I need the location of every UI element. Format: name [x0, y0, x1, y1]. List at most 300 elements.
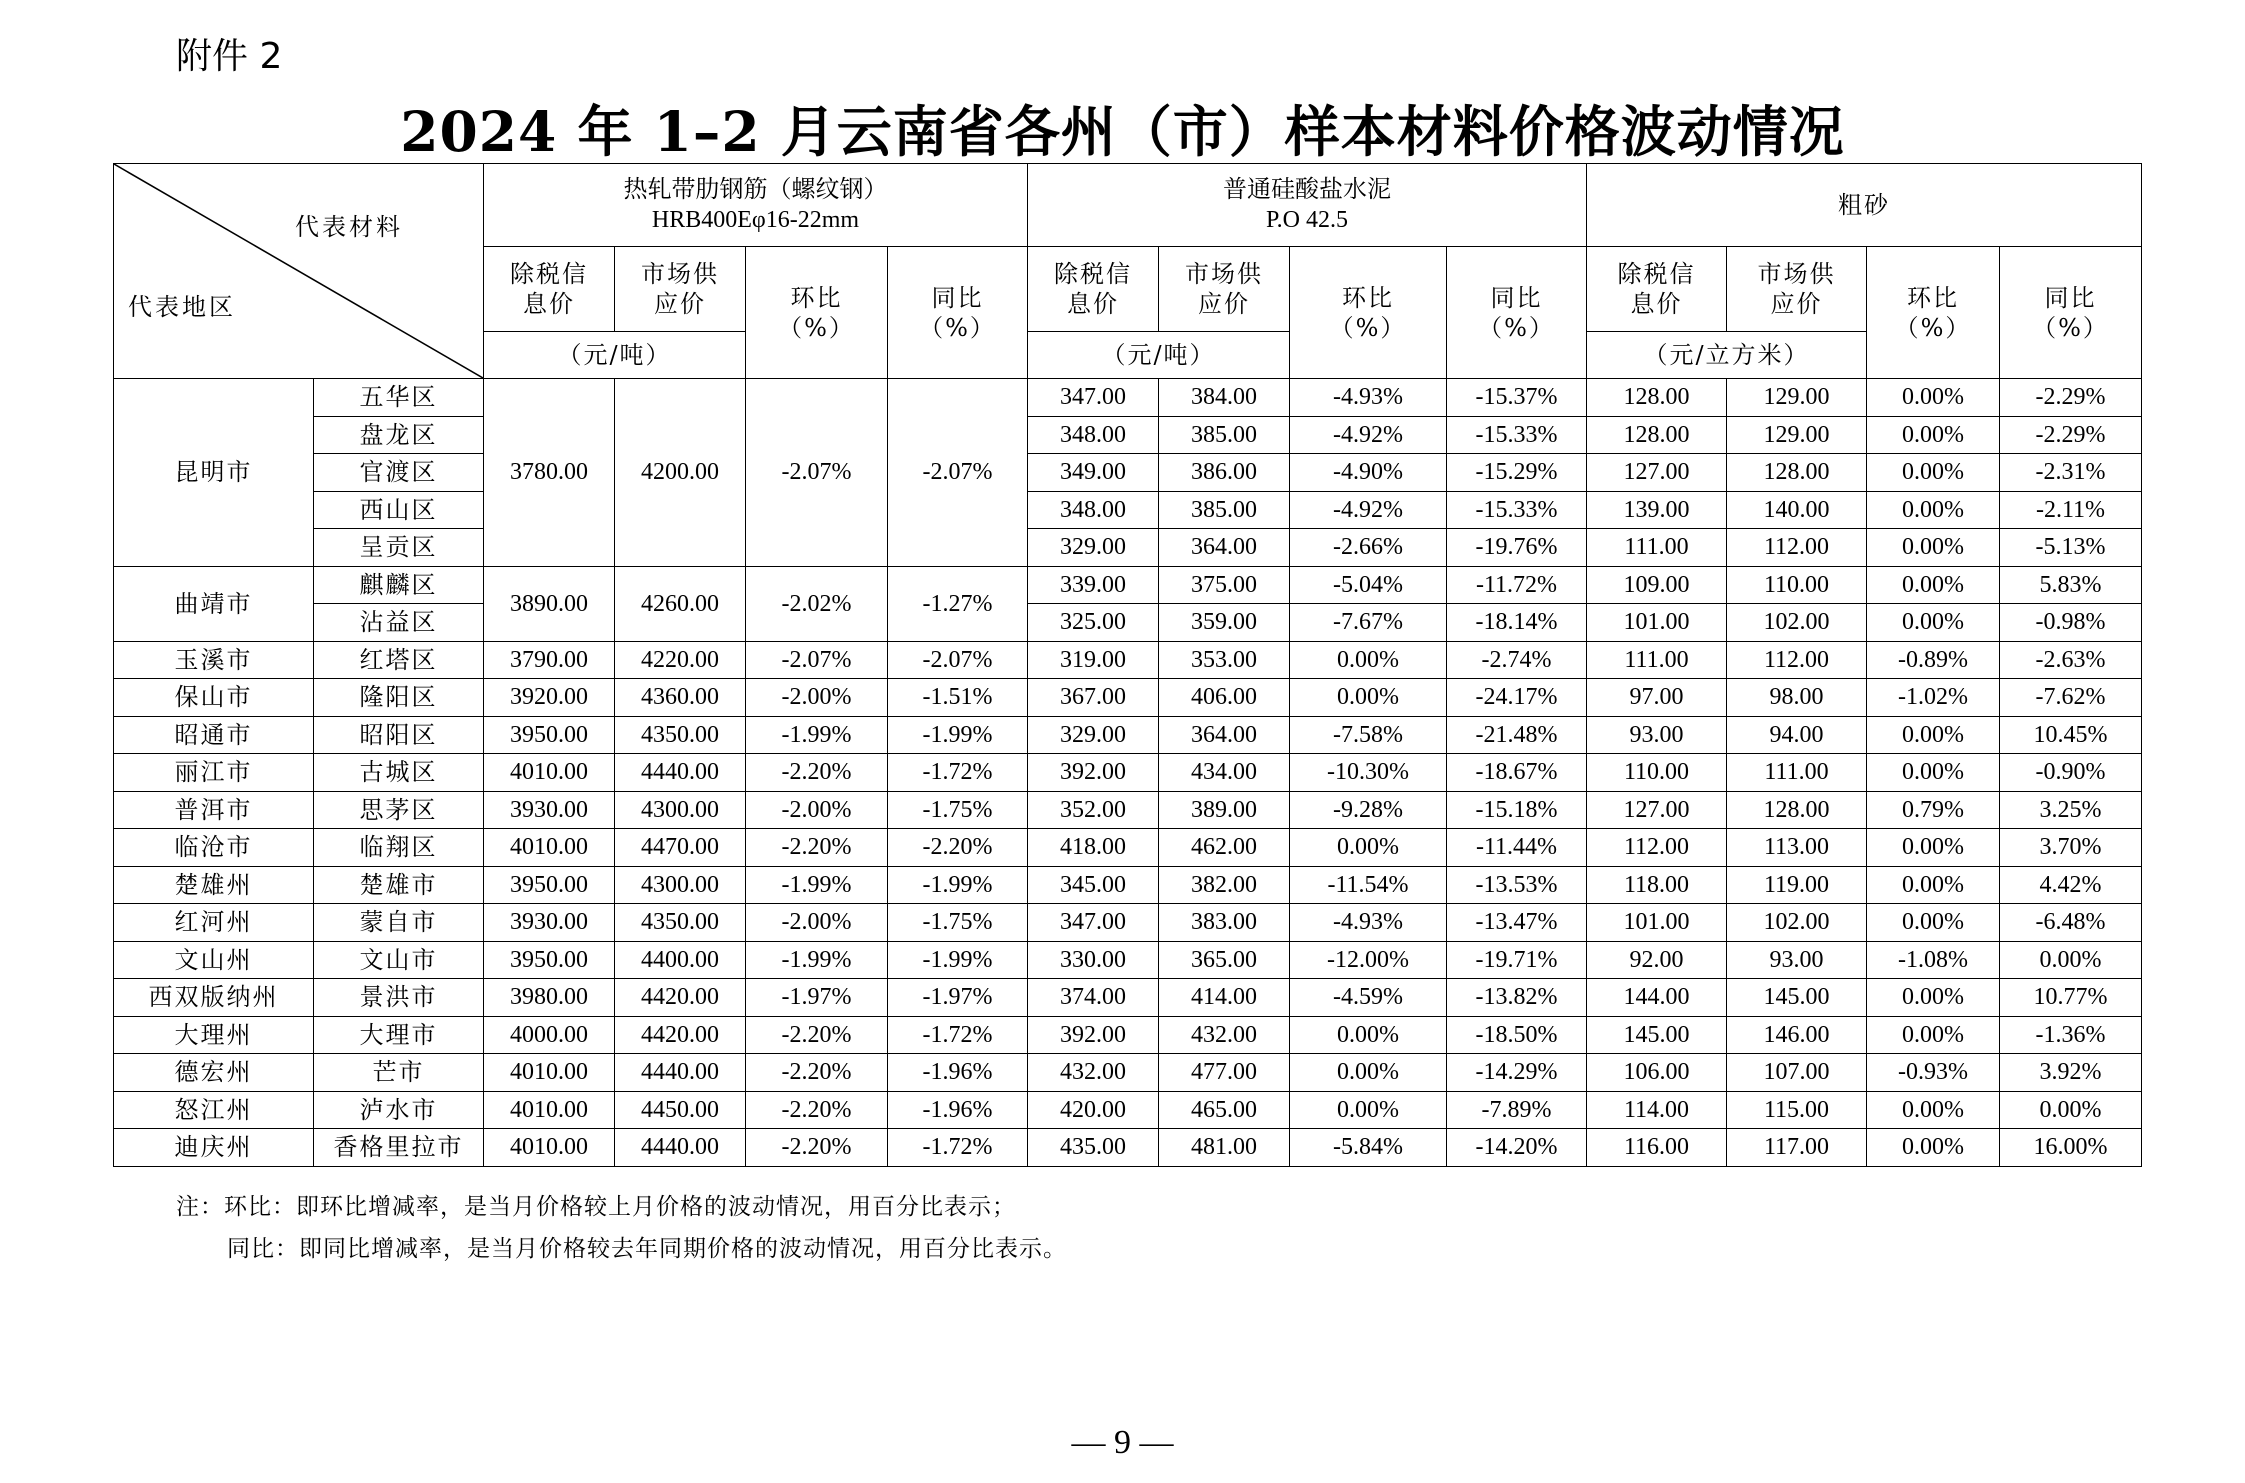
sand-yoy-cell: -1.36%: [2000, 1016, 2142, 1054]
cement-market-cell: 465.00: [1159, 1091, 1290, 1129]
rebar-mom-header: 环比 （%）: [746, 247, 888, 379]
rebar-market-cell: 4350.00: [615, 716, 746, 754]
rebar-mom-cell: -1.99%: [746, 716, 888, 754]
cement-market-cell: 389.00: [1159, 791, 1290, 829]
cement-mom-cell: -4.59%: [1290, 979, 1447, 1017]
cement-pre_tax-cell: 348.00: [1028, 491, 1159, 529]
rebar-mom-cell: -2.07%: [746, 641, 888, 679]
rebar-yoy-cell: -1.72%: [888, 754, 1028, 792]
sand-mom-cell: 0.00%: [1867, 979, 2000, 1017]
cement-market-cell: 365.00: [1159, 941, 1290, 979]
table-notes: [176, 1186, 1067, 1270]
cement-mom-cell: 0.00%: [1290, 1016, 1447, 1054]
cement-pre_tax-cell: 432.00: [1028, 1054, 1159, 1092]
district-cell: 楚雄市: [314, 866, 484, 904]
rebar-pre_tax-cell: 3920.00: [484, 679, 615, 717]
cement-pre_tax-cell: 345.00: [1028, 866, 1159, 904]
sand-yoy-cell: 3.92%: [2000, 1054, 2142, 1092]
attachment-label: 附件 2: [176, 36, 283, 77]
sand-unit: （元/立方米）: [1587, 332, 1867, 379]
table-row: [114, 716, 2142, 754]
rebar-market-header: 市场供 应价: [615, 247, 746, 332]
sand-market-cell: 128.00: [1727, 454, 1867, 492]
rebar-market-cell: 4220.00: [615, 641, 746, 679]
cement-pre_tax-cell: 329.00: [1028, 716, 1159, 754]
rebar-yoy-header: 同比 （%）: [888, 247, 1028, 379]
note-yoy: 同比：即同比增减率，是当月价格较去年同期价格的波动情况，用百分比表示。: [227, 1236, 1067, 1262]
cement-market-cell: 462.00: [1159, 829, 1290, 867]
rebar-yoy-cell: -2.07%: [888, 641, 1028, 679]
city-cell: 红河州: [114, 904, 314, 942]
cement-pre_tax-cell: 329.00: [1028, 529, 1159, 567]
sand-mom-cell: 0.00%: [1867, 1129, 2000, 1167]
district-cell: 蒙自市: [314, 904, 484, 942]
district-cell: 隆阳区: [314, 679, 484, 717]
cement-mom-header: 环比 （%）: [1290, 247, 1447, 379]
cement-market-cell: 353.00: [1159, 641, 1290, 679]
rebar-pre_tax-cell: 3790.00: [484, 641, 615, 679]
table-row: [114, 679, 2142, 717]
sand-market-cell: 146.00: [1727, 1016, 1867, 1054]
sand-yoy-cell: -2.63%: [2000, 641, 2142, 679]
sand-pre_tax-cell: 127.00: [1587, 791, 1727, 829]
district-cell: 景洪市: [314, 979, 484, 1017]
rebar-market-cell: 4440.00: [615, 754, 746, 792]
cement-market-cell: 383.00: [1159, 904, 1290, 942]
city-cell: 怒江州: [114, 1091, 314, 1129]
rebar-yoy-cell: -1.99%: [888, 866, 1028, 904]
table-corner-header: [114, 164, 484, 379]
sand-mom-cell: 0.00%: [1867, 904, 2000, 942]
sand-yoy-cell: -0.90%: [2000, 754, 2142, 792]
cement-pre_tax-cell: 325.00: [1028, 604, 1159, 642]
district-cell: 昭阳区: [314, 716, 484, 754]
cement-pre_tax-cell: 435.00: [1028, 1129, 1159, 1167]
sand-market-cell: 128.00: [1727, 791, 1867, 829]
district-cell: 文山市: [314, 941, 484, 979]
sand-mom-cell: 0.00%: [1867, 379, 2000, 417]
sand-mom-header: 环比 （%）: [1867, 247, 2000, 379]
cement-market-cell: 364.00: [1159, 529, 1290, 567]
sand-market-cell: 102.00: [1727, 904, 1867, 942]
page-number: — 9 —: [1071, 1424, 1174, 1461]
corner-material-label: 代表材料: [295, 213, 403, 241]
cement-market-cell: 375.00: [1159, 566, 1290, 604]
cement-market-cell: 386.00: [1159, 454, 1290, 492]
sand-yoy-cell: 0.00%: [2000, 1091, 2142, 1129]
cement-yoy-cell: -21.48%: [1447, 716, 1587, 754]
sand-yoy-cell: -5.13%: [2000, 529, 2142, 567]
cement-pretax-header: 除税信 息价: [1028, 247, 1159, 332]
cement-yoy-cell: -11.44%: [1447, 829, 1587, 867]
district-cell: 临翔区: [314, 829, 484, 867]
rebar-market-cell: 4300.00: [615, 866, 746, 904]
sand-yoy-cell: 3.25%: [2000, 791, 2142, 829]
cement-mom-cell: -4.90%: [1290, 454, 1447, 492]
table-row: [114, 1129, 2142, 1167]
cement-mom-cell: -12.00%: [1290, 941, 1447, 979]
sand-pre_tax-cell: 92.00: [1587, 941, 1727, 979]
cement-yoy-cell: -19.71%: [1447, 941, 1587, 979]
sand-mom-cell: 0.79%: [1867, 791, 2000, 829]
sand-pre_tax-cell: 97.00: [1587, 679, 1727, 717]
cement-unit: （元/吨）: [1028, 332, 1290, 379]
sand-pre_tax-cell: 116.00: [1587, 1129, 1727, 1167]
cement-pre_tax-cell: 339.00: [1028, 566, 1159, 604]
rebar-pre_tax-cell: 3950.00: [484, 716, 615, 754]
rebar-name: 热轧带肋钢筋（螺纹钢）: [623, 177, 888, 203]
rebar-pre_tax-cell: 4010.00: [484, 829, 615, 867]
rebar-yoy-cell: -1.27%: [888, 566, 1028, 641]
rebar-yoy-cell: -1.72%: [888, 1016, 1028, 1054]
price-fluctuation-table: [113, 163, 2142, 1167]
district-cell: 红塔区: [314, 641, 484, 679]
rebar-mom-cell: -1.99%: [746, 941, 888, 979]
sand-pre_tax-cell: 139.00: [1587, 491, 1727, 529]
rebar-market-cell: 4440.00: [615, 1129, 746, 1167]
cement-yoy-cell: -15.33%: [1447, 416, 1587, 454]
city-cell: 曲靖市: [114, 566, 314, 641]
cement-mom-cell: -7.67%: [1290, 604, 1447, 642]
cement-pre_tax-cell: 349.00: [1028, 454, 1159, 492]
rebar-market-cell: 4420.00: [615, 1016, 746, 1054]
cement-pre_tax-cell: 418.00: [1028, 829, 1159, 867]
table-row: [114, 754, 2142, 792]
note-mom: 注：环比：即环比增减率，是当月价格较上月价格的波动情况，用百分比表示；: [176, 1194, 1016, 1220]
sand-mom-cell: 0.00%: [1867, 716, 2000, 754]
rebar-pre_tax-cell: 3950.00: [484, 866, 615, 904]
cement-pre_tax-cell: 392.00: [1028, 754, 1159, 792]
city-cell: 普洱市: [114, 791, 314, 829]
sand-yoy-cell: 0.00%: [2000, 941, 2142, 979]
cement-pre_tax-cell: 367.00: [1028, 679, 1159, 717]
cement-yoy-cell: -24.17%: [1447, 679, 1587, 717]
rebar-pre_tax-cell: 3890.00: [484, 566, 615, 641]
rebar-market-cell: 4440.00: [615, 1054, 746, 1092]
sand-name: 粗砂: [1838, 191, 1890, 219]
sand-pre_tax-cell: 128.00: [1587, 416, 1727, 454]
city-cell: 西双版纳州: [114, 979, 314, 1017]
sand-yoy-cell: 10.45%: [2000, 716, 2142, 754]
rebar-pre_tax-cell: 3930.00: [484, 904, 615, 942]
district-cell: 盘龙区: [314, 416, 484, 454]
sand-yoy-cell: -2.29%: [2000, 379, 2142, 417]
corner-diagonal-line: [114, 164, 483, 378]
sand-mom-cell: -0.93%: [1867, 1054, 2000, 1092]
rebar-unit: （元/吨）: [484, 332, 746, 379]
rebar-yoy-cell: -1.72%: [888, 1129, 1028, 1167]
sand-yoy-cell: -2.31%: [2000, 454, 2142, 492]
rebar-pre_tax-cell: 4010.00: [484, 1091, 615, 1129]
sand-mom-cell: 0.00%: [1867, 491, 2000, 529]
cement-market-cell: 477.00: [1159, 1054, 1290, 1092]
sand-market-cell: 112.00: [1727, 529, 1867, 567]
sand-market-cell: 113.00: [1727, 829, 1867, 867]
sand-market-cell: 102.00: [1727, 604, 1867, 642]
table-row: [114, 529, 2142, 567]
cement-yoy-cell: -11.72%: [1447, 566, 1587, 604]
rebar-yoy-cell: -1.75%: [888, 791, 1028, 829]
table-row: [114, 566, 2142, 604]
city-cell: 昆明市: [114, 379, 314, 567]
sand-mom-cell: 0.00%: [1867, 416, 2000, 454]
city-cell: 迪庆州: [114, 1129, 314, 1167]
cement-mom-cell: -4.92%: [1290, 416, 1447, 454]
rebar-mom-cell: -2.20%: [746, 1091, 888, 1129]
rebar-market-cell: 4200.00: [615, 379, 746, 567]
rebar-mom-cell: -2.02%: [746, 566, 888, 641]
rebar-pre_tax-cell: 3780.00: [484, 379, 615, 567]
cement-mom-cell: -4.93%: [1290, 904, 1447, 942]
rebar-yoy-cell: -1.99%: [888, 716, 1028, 754]
cement-yoy-cell: -13.47%: [1447, 904, 1587, 942]
rebar-mom-cell: -2.20%: [746, 754, 888, 792]
cement-pre_tax-cell: 392.00: [1028, 1016, 1159, 1054]
cement-mom-cell: -7.58%: [1290, 716, 1447, 754]
sand-market-cell: 145.00: [1727, 979, 1867, 1017]
cement-yoy-cell: -15.18%: [1447, 791, 1587, 829]
city-cell: 大理州: [114, 1016, 314, 1054]
cement-mom-cell: -5.04%: [1290, 566, 1447, 604]
cement-mom-cell: -4.93%: [1290, 379, 1447, 417]
rebar-market-cell: 4360.00: [615, 679, 746, 717]
cement-spec: P.O 42.5: [1265, 207, 1349, 233]
district-cell: 古城区: [314, 754, 484, 792]
cement-yoy-cell: -7.89%: [1447, 1091, 1587, 1129]
sand-pre_tax-cell: 106.00: [1587, 1054, 1727, 1092]
rebar-spec: HRB400Eφ16-22mm: [651, 207, 860, 233]
table-row: [114, 904, 2142, 942]
sand-header: [1587, 164, 2142, 247]
cement-yoy-cell: -13.82%: [1447, 979, 1587, 1017]
sand-pre_tax-cell: 101.00: [1587, 604, 1727, 642]
rebar-market-cell: 4260.00: [615, 566, 746, 641]
cement-market-cell: 364.00: [1159, 716, 1290, 754]
district-cell: 麒麟区: [314, 566, 484, 604]
cement-market-cell: 406.00: [1159, 679, 1290, 717]
district-cell: 五华区: [314, 379, 484, 417]
rebar-pretax-header: 除税信 息价: [484, 247, 615, 332]
city-cell: 昭通市: [114, 716, 314, 754]
district-cell: 沾益区: [314, 604, 484, 642]
sand-pre_tax-cell: 111.00: [1587, 641, 1727, 679]
sand-market-cell: 112.00: [1727, 641, 1867, 679]
sand-market-cell: 98.00: [1727, 679, 1867, 717]
rebar-pre_tax-cell: 4010.00: [484, 1054, 615, 1092]
rebar-yoy-cell: -1.96%: [888, 1054, 1028, 1092]
sand-mom-cell: 0.00%: [1867, 754, 2000, 792]
sand-mom-cell: 0.00%: [1867, 866, 2000, 904]
cement-market-cell: 385.00: [1159, 491, 1290, 529]
sand-yoy-cell: 5.83%: [2000, 566, 2142, 604]
rebar-market-cell: 4400.00: [615, 941, 746, 979]
sand-pre_tax-cell: 114.00: [1587, 1091, 1727, 1129]
sand-mom-cell: 0.00%: [1867, 604, 2000, 642]
table-row: [114, 791, 2142, 829]
rebar-mom-cell: -2.20%: [746, 1016, 888, 1054]
cement-market-cell: 384.00: [1159, 379, 1290, 417]
sand-pre_tax-cell: 93.00: [1587, 716, 1727, 754]
district-cell: 思茅区: [314, 791, 484, 829]
sand-pre_tax-cell: 128.00: [1587, 379, 1727, 417]
district-cell: 官渡区: [314, 454, 484, 492]
sand-mom-cell: 0.00%: [1867, 829, 2000, 867]
sand-pre_tax-cell: 110.00: [1587, 754, 1727, 792]
sand-yoy-cell: 4.42%: [2000, 866, 2142, 904]
sand-market-cell: 93.00: [1727, 941, 1867, 979]
cement-pre_tax-cell: 330.00: [1028, 941, 1159, 979]
table-row: [114, 829, 2142, 867]
sand-pre_tax-cell: 101.00: [1587, 904, 1727, 942]
rebar-pre_tax-cell: 3930.00: [484, 791, 615, 829]
rebar-mom-cell: -2.00%: [746, 791, 888, 829]
cement-pre_tax-cell: 347.00: [1028, 379, 1159, 417]
rebar-market-cell: 4470.00: [615, 829, 746, 867]
sand-yoy-cell: -0.98%: [2000, 604, 2142, 642]
rebar-market-cell: 4420.00: [615, 979, 746, 1017]
sand-mom-cell: -1.08%: [1867, 941, 2000, 979]
table-row: [114, 1091, 2142, 1129]
sand-market-cell: 115.00: [1727, 1091, 1867, 1129]
rebar-pre_tax-cell: 4010.00: [484, 1129, 615, 1167]
cement-yoy-cell: -15.33%: [1447, 491, 1587, 529]
sand-mom-cell: 0.00%: [1867, 529, 2000, 567]
rebar-yoy-cell: -1.75%: [888, 904, 1028, 942]
rebar-yoy-cell: -2.07%: [888, 379, 1028, 567]
cement-mom-cell: -9.28%: [1290, 791, 1447, 829]
cement-yoy-cell: -13.53%: [1447, 866, 1587, 904]
sand-pretax-header: 除税信 息价: [1587, 247, 1727, 332]
sand-market-cell: 119.00: [1727, 866, 1867, 904]
cement-yoy-cell: -15.37%: [1447, 379, 1587, 417]
district-cell: 芒市: [314, 1054, 484, 1092]
sand-pre_tax-cell: 111.00: [1587, 529, 1727, 567]
cement-mom-cell: 0.00%: [1290, 829, 1447, 867]
cement-mom-cell: -11.54%: [1290, 866, 1447, 904]
table-row: [114, 979, 2142, 1017]
sand-market-cell: 110.00: [1727, 566, 1867, 604]
city-cell: 文山州: [114, 941, 314, 979]
city-cell: 临沧市: [114, 829, 314, 867]
rebar-pre_tax-cell: 3950.00: [484, 941, 615, 979]
sand-pre_tax-cell: 109.00: [1587, 566, 1727, 604]
sand-yoy-cell: -2.29%: [2000, 416, 2142, 454]
rebar-yoy-cell: -1.97%: [888, 979, 1028, 1017]
sand-market-cell: 107.00: [1727, 1054, 1867, 1092]
rebar-header: [484, 164, 1028, 247]
rebar-pre_tax-cell: 4010.00: [484, 754, 615, 792]
sand-market-cell: 117.00: [1727, 1129, 1867, 1167]
sand-mom-cell: 0.00%: [1867, 1091, 2000, 1129]
table-row: [114, 641, 2142, 679]
document-title: 2024 年 1–2 月云南省各州（市）样本材料价格波动情况: [400, 99, 1845, 164]
cement-mom-cell: 0.00%: [1290, 679, 1447, 717]
sand-yoy-cell: 10.77%: [2000, 979, 2142, 1017]
cement-market-cell: 382.00: [1159, 866, 1290, 904]
district-cell: 大理市: [314, 1016, 484, 1054]
rebar-mom-cell: -2.20%: [746, 1054, 888, 1092]
cement-yoy-cell: -14.29%: [1447, 1054, 1587, 1092]
cement-pre_tax-cell: 319.00: [1028, 641, 1159, 679]
cement-yoy-cell: -18.14%: [1447, 604, 1587, 642]
rebar-yoy-cell: -1.99%: [888, 941, 1028, 979]
cement-pre_tax-cell: 374.00: [1028, 979, 1159, 1017]
rebar-pre_tax-cell: 3980.00: [484, 979, 615, 1017]
sand-mom-cell: -0.89%: [1867, 641, 2000, 679]
cement-market-cell: 481.00: [1159, 1129, 1290, 1167]
sand-yoy-cell: -6.48%: [2000, 904, 2142, 942]
sand-yoy-cell: -2.11%: [2000, 491, 2142, 529]
cement-yoy-header: 同比 （%）: [1447, 247, 1587, 379]
sand-pre_tax-cell: 144.00: [1587, 979, 1727, 1017]
sand-yoy-cell: -7.62%: [2000, 679, 2142, 717]
cement-pre_tax-cell: 348.00: [1028, 416, 1159, 454]
cement-mom-cell: -4.92%: [1290, 491, 1447, 529]
cement-mom-cell: -10.30%: [1290, 754, 1447, 792]
rebar-market-cell: 4350.00: [615, 904, 746, 942]
rebar-mom-cell: -1.99%: [746, 866, 888, 904]
cement-market-cell: 414.00: [1159, 979, 1290, 1017]
table-row: [114, 416, 2142, 454]
rebar-mom-cell: -1.97%: [746, 979, 888, 1017]
sand-pre_tax-cell: 145.00: [1587, 1016, 1727, 1054]
cement-yoy-cell: -14.20%: [1447, 1129, 1587, 1167]
sand-market-cell: 111.00: [1727, 754, 1867, 792]
cement-pre_tax-cell: 352.00: [1028, 791, 1159, 829]
sand-yoy-cell: 3.70%: [2000, 829, 2142, 867]
sand-market-header: 市场供 应价: [1727, 247, 1867, 332]
cement-mom-cell: 0.00%: [1290, 1091, 1447, 1129]
cement-market-cell: 432.00: [1159, 1016, 1290, 1054]
table-row: [114, 866, 2142, 904]
rebar-mom-cell: -2.20%: [746, 1129, 888, 1167]
sand-market-cell: 94.00: [1727, 716, 1867, 754]
city-cell: 丽江市: [114, 754, 314, 792]
cement-yoy-cell: -19.76%: [1447, 529, 1587, 567]
sand-mom-cell: 0.00%: [1867, 454, 2000, 492]
city-cell: 楚雄州: [114, 866, 314, 904]
cement-yoy-cell: -15.29%: [1447, 454, 1587, 492]
city-cell: 玉溪市: [114, 641, 314, 679]
district-cell: 香格里拉市: [314, 1129, 484, 1167]
table-row: [114, 1016, 2142, 1054]
rebar-mom-cell: -2.00%: [746, 679, 888, 717]
table-row: [114, 454, 2142, 492]
cement-market-cell: 434.00: [1159, 754, 1290, 792]
rebar-mom-cell: -2.07%: [746, 379, 888, 567]
cement-market-cell: 359.00: [1159, 604, 1290, 642]
table-row: [114, 604, 2142, 642]
district-cell: 西山区: [314, 491, 484, 529]
rebar-mom-cell: -2.00%: [746, 904, 888, 942]
cement-mom-cell: 0.00%: [1290, 1054, 1447, 1092]
rebar-yoy-cell: -1.96%: [888, 1091, 1028, 1129]
city-cell: 保山市: [114, 679, 314, 717]
cement-market-header: 市场供 应价: [1159, 247, 1290, 332]
district-cell: 泸水市: [314, 1091, 484, 1129]
sand-yoy-cell: 16.00%: [2000, 1129, 2142, 1167]
cement-yoy-cell: -18.67%: [1447, 754, 1587, 792]
sand-mom-cell: -1.02%: [1867, 679, 2000, 717]
rebar-market-cell: 4450.00: [615, 1091, 746, 1129]
cement-pre_tax-cell: 347.00: [1028, 904, 1159, 942]
sand-market-cell: 129.00: [1727, 379, 1867, 417]
table-row: [114, 379, 2142, 417]
cement-mom-cell: -5.84%: [1290, 1129, 1447, 1167]
sand-pre_tax-cell: 127.00: [1587, 454, 1727, 492]
cement-market-cell: 385.00: [1159, 416, 1290, 454]
cement-pre_tax-cell: 420.00: [1028, 1091, 1159, 1129]
